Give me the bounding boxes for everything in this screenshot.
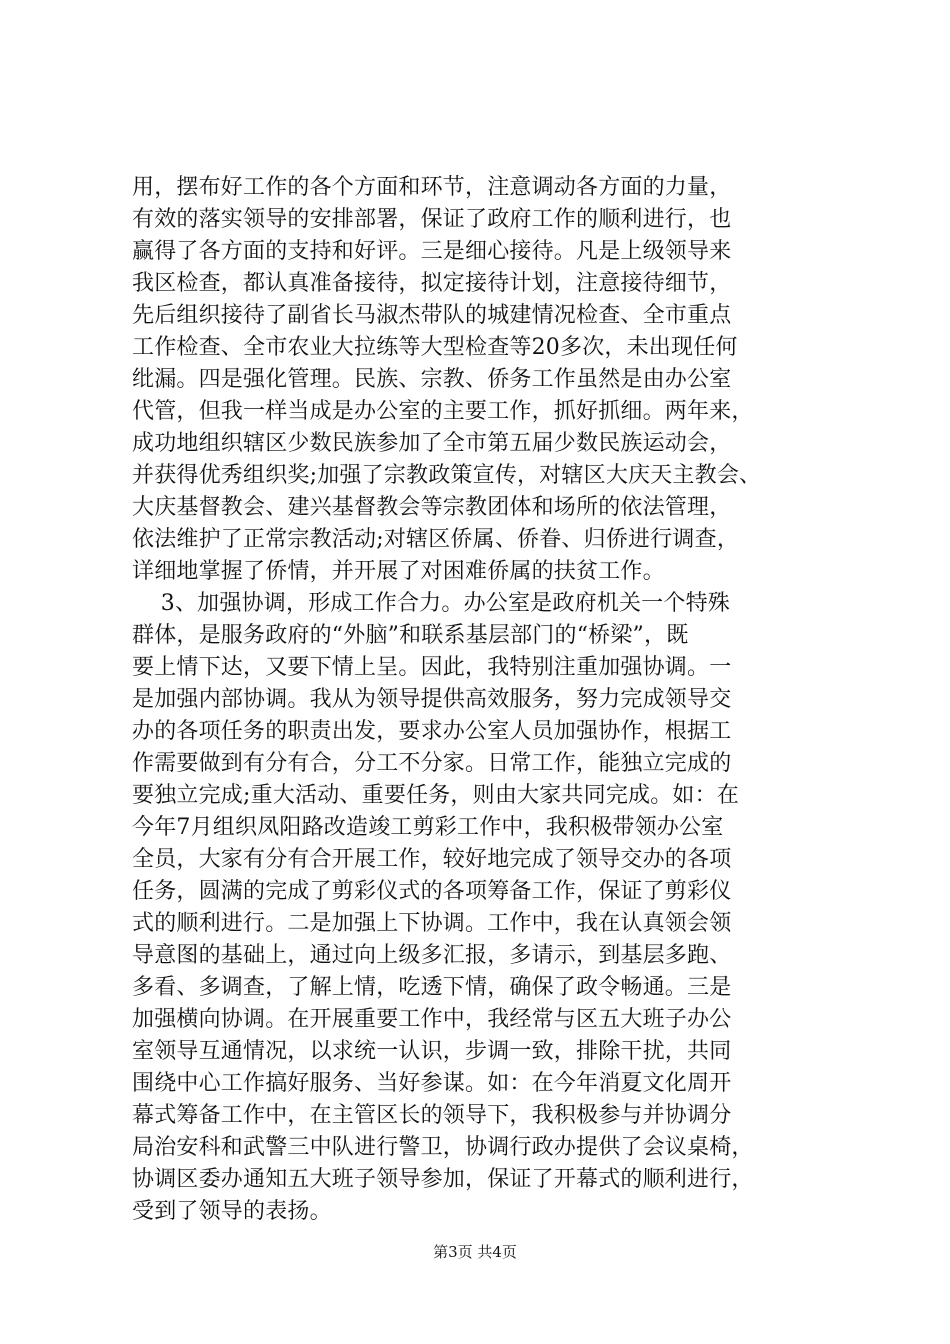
text-line: 工作检查、全市农业大拉练等大型检查等20多次，未出现任何 [132, 335, 738, 360]
text-line: 今年7月组织凤阳路改造竣工剪彩工作中，我积极带领办公室 [132, 815, 724, 840]
text-line: 成功地组织辖区少数民族参加了全市第五届少数民族运动会， [132, 431, 732, 456]
text-line: 3、加强协调，形成工作合力。办公室是政府机关一个特殊 [132, 591, 730, 616]
text-line: 有效的落实领导的安排部署，保证了政府工作的顺利进行，也 [132, 207, 732, 232]
text-line: 纰漏。四是强化管理。民族、宗教、侨务工作虽然是由办公室 [132, 367, 732, 392]
text-line: 我区检查，都认真准备接待，拟定接待计划，注意接待细节， [132, 271, 732, 296]
text-line: 群体，是服务政府的“外脑”和联系基层部门的“桥梁”，既 [132, 623, 689, 648]
text-line: 作需要做到有分有合，分工不分家。日常工作，能独立完成的 [132, 751, 732, 776]
text-line: 加强横向协调。在开展重要工作中，我经常与区五大班子办公 [132, 1007, 732, 1032]
page-number-footer: 第3页 共4页 [433, 1243, 517, 1261]
text-line: 要独立完成;重大活动、重要任务，则由大家共同完成。如：在 [132, 783, 740, 808]
text-line: 要上情下达，又要下情上呈。因此，我特别注重加强协调。一 [132, 655, 732, 680]
text-line: 受到了领导的表扬。 [132, 1199, 332, 1224]
text-line: 式的顺利进行。二是加强上下协调。工作中，我在认真领会领 [132, 911, 732, 936]
text-line: 围绕中心工作搞好服务、当好参谋。如：在今年消夏文化周开 [132, 1071, 732, 1096]
text-line: 多看、多调查，了解上情，吃透下情，确保了政令畅通。三是 [132, 975, 732, 1000]
text-line: 大庆基督教会、建兴基督教会等宗教团体和场所的依法管理， [132, 495, 732, 520]
text-line: 幕式筹备工作中，在主管区长的领导下，我积极参与并协调分 [132, 1103, 732, 1128]
text-line: 局治安科和武警三中队进行警卫，协调行政办提供了会议桌椅， [132, 1135, 754, 1160]
text-line: 协调区委办通知五大班子领导参加，保证了开幕式的顺利进行， [132, 1167, 754, 1192]
text-line: 详细地掌握了侨情，并开展了对困难侨属的扶贫工作。 [132, 559, 665, 584]
text-line: 导意图的基础上，通过向上级多汇报，多请示，到基层多跑、 [132, 943, 732, 968]
text-line: 代管，但我一样当成是办公室的主要工作，抓好抓细。两年来， [132, 399, 754, 424]
text-line: 并获得优秀组织奖;加强了宗教政策宣传，对辖区大庆天主教会、 [132, 463, 762, 488]
text-line: 用，摆布好工作的各个方面和环节，注意调动各方面的力量， [132, 175, 732, 200]
text-line: 全员，大家有分有合开展工作，较好地完成了领导交办的各项 [132, 847, 732, 872]
text-line: 是加强内部协调。我从为领导提供高效服务，努力完成领导交 [132, 687, 732, 712]
text-line: 任务，圆满的完成了剪彩仪式的各项筹备工作，保证了剪彩仪 [132, 879, 732, 904]
text-line: 室领导互通情况，以求统一认识，步调一致，排除干扰，共同 [132, 1039, 732, 1064]
text-line: 赢得了各方面的支持和好评。三是细心接待。凡是上级领导来 [132, 239, 732, 264]
text-line: 办的各项任务的职责出发，要求办公室人员加强协作，根据工 [132, 719, 732, 744]
body-text [132, 172, 832, 1228]
text-line: 依法维护了正常宗教活动;对辖区侨属、侨眷、归侨进行调查， [132, 527, 740, 552]
text-line: 先后组织接待了副省长马淑杰带队的城建情况检查、全市重点 [132, 303, 732, 328]
